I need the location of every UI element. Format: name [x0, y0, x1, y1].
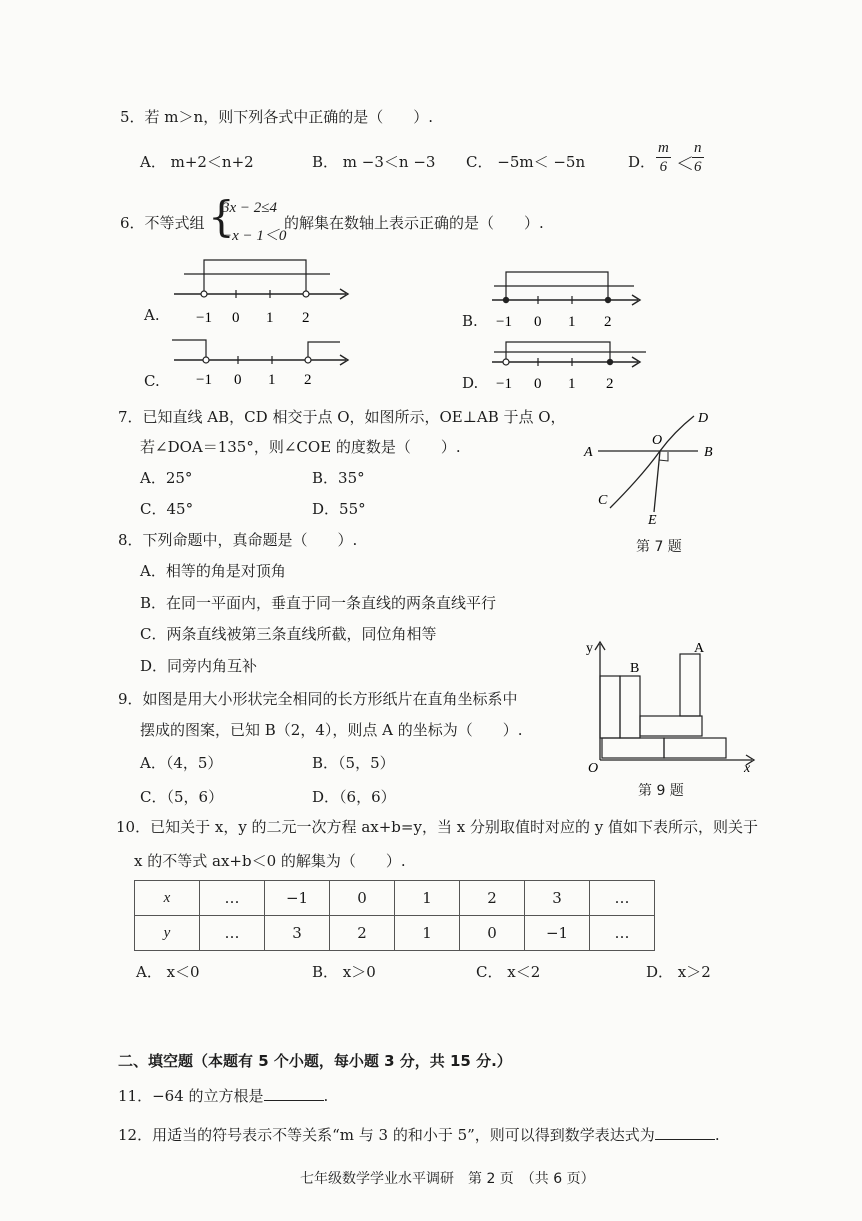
q9-option-d: D．（6，6）: [312, 788, 396, 806]
q11-answer-blank[interactable]: [264, 1086, 324, 1101]
table-cell: …: [590, 881, 655, 916]
q6-numberline-d: [488, 334, 650, 396]
table-cell: 3: [265, 916, 330, 951]
q5-stem: 5．若 m＞n，则下列各式中正确的是（ ）.: [120, 108, 433, 126]
frac2-numerator: n: [694, 140, 702, 156]
tick-1: 1: [568, 376, 576, 392]
tick-2: 2: [304, 372, 312, 388]
q5-option-a: A． m+2＜n+2: [140, 153, 254, 171]
tick-1: 1: [568, 314, 576, 330]
section2-title: 二、填空题（本题有 5 个小题，每小题 3 分，共 15 分.）: [118, 1052, 512, 1070]
table-cell: 2: [330, 916, 395, 951]
page-footer: 七年级数学学业水平调研 第 2 页 （共 6 页）: [300, 1171, 595, 1187]
q6-numberline-a: [170, 252, 360, 332]
frac1-denominator: 6: [659, 159, 668, 175]
q11: [118, 1085, 328, 1106]
q9-line1: 9．如图是用大小形状完全相同的长方形纸片在直角坐标系中: [118, 690, 518, 708]
label-b: B: [630, 661, 640, 676]
q10-option-d: D． x＞2: [646, 963, 711, 981]
q10-option-a: A． x＜0: [136, 963, 200, 981]
q9-figure: [576, 636, 762, 776]
table-cell: 2: [460, 881, 525, 916]
q8-stem: 8．下列命题中，真命题是（ ）.: [118, 531, 358, 549]
tick-2: 2: [604, 314, 612, 330]
table-cell: 3: [525, 881, 590, 916]
q5-option-b: B． m −3＜n −3: [312, 153, 436, 171]
tick-neg1: −1: [496, 376, 512, 392]
label-a: A: [584, 445, 593, 460]
q5-option-d-frac1: [656, 139, 671, 176]
tick-0: 0: [232, 310, 240, 326]
q12-text: 12．用适当的符号表示不等关系“m 与 3 的和小于 5”，则可以得到数学表达式为: [118, 1126, 655, 1144]
q6-stem-rest: 的解集在数轴上表示正确的是（ ）.: [284, 214, 544, 232]
q6-numberline-b: [488, 266, 648, 336]
q7-option-a: A．25°: [140, 469, 193, 487]
q7-option-b: B．35°: [312, 469, 365, 487]
q12-end: .: [714, 1126, 720, 1144]
table-cell: …: [200, 916, 265, 951]
table-row-y: [135, 916, 655, 951]
q5-option-d-lt: ＜: [676, 154, 694, 175]
table-cell: −1: [265, 881, 330, 916]
table-cell: 1: [395, 916, 460, 951]
tick-neg1: −1: [196, 372, 212, 388]
q11-text: 11．−64 的立方根是: [118, 1087, 264, 1105]
q10-line2: x 的不等式 ax+b＜0 的解集为（ ）.: [134, 852, 406, 870]
q6-label-c: C.: [144, 372, 160, 390]
q12-answer-blank[interactable]: [655, 1125, 715, 1140]
tick-0: 0: [534, 376, 542, 392]
table-cell: 1: [395, 881, 460, 916]
q8-option-b: B．在同一平面内，垂直于同一条直线的两条直线平行: [140, 594, 497, 612]
tick-neg1: −1: [196, 310, 212, 326]
q8-option-a: A．相等的角是对顶角: [140, 562, 286, 580]
q10-line1: 10．已知关于 x，y 的二元一次方程 ax+b=y，当 x 分别取值时对应的 y 值如下表所示，则关于: [116, 818, 758, 836]
q5-option-d-frac2: [692, 139, 704, 176]
q8-option-d: D．同旁内角互补: [140, 657, 258, 675]
q10-option-c: C． x＜2: [476, 963, 541, 981]
label-o: O: [652, 433, 663, 448]
q7-option-c: C．45°: [140, 500, 194, 518]
tick-1: 1: [268, 372, 276, 388]
label-o: O: [588, 761, 599, 776]
q6-label-d: D.: [462, 374, 479, 392]
q6-inequality-1: 3x − 2≤4: [222, 200, 278, 216]
label-c: C: [598, 493, 608, 508]
q6-brace: {: [208, 192, 235, 241]
table-cell: y: [135, 916, 200, 951]
q6-numberline-c: [170, 332, 360, 394]
frac2-denominator: 6: [694, 159, 702, 175]
q6-label-b: B.: [462, 312, 478, 330]
q8-option-c: C．两条直线被第三条直线所截，同位角相等: [140, 625, 437, 643]
q9-caption: 第 9 题: [638, 783, 684, 799]
label-a: A: [694, 641, 705, 656]
table-cell: −1: [525, 916, 590, 951]
table-cell: 0: [330, 881, 395, 916]
q12: [118, 1124, 720, 1145]
tick-neg1: −1: [496, 314, 512, 330]
tick-2: 2: [302, 310, 310, 326]
label-x: x: [744, 761, 751, 776]
q9-line2: 摆成的图案，已知 B（2，4），则点 A 的坐标为（ ）.: [140, 721, 523, 739]
q6-number: 6．不等式组: [120, 214, 205, 232]
q9-option-b: B．（5，5）: [312, 754, 395, 772]
label-b: B: [704, 445, 713, 460]
q9-option-c: C．（5，6）: [140, 788, 224, 806]
tick-0: 0: [234, 372, 242, 388]
frac1-numerator: m: [658, 140, 669, 156]
tick-0: 0: [534, 314, 542, 330]
q7-line1: 7．已知直线 AB，CD 相交于点 O，如图所示，OE⊥AB 于点 O，: [118, 408, 566, 426]
table-cell: …: [200, 881, 265, 916]
tick-2: 2: [606, 376, 614, 392]
q9-option-a: A．（4，5）: [140, 754, 223, 772]
q7-caption: 第 7 题: [636, 539, 682, 555]
q7-figure: [580, 404, 720, 530]
table-row-x: [135, 881, 655, 916]
table-cell: …: [590, 916, 655, 951]
q10-option-b: B． x＞0: [312, 963, 376, 981]
q6-inequality-2: −x − 1＜0: [222, 228, 287, 244]
label-e: E: [648, 513, 657, 528]
q6-label-a: A.: [144, 306, 160, 324]
q10-table: [134, 880, 655, 951]
label-d: D: [698, 411, 709, 426]
q5-option-d-label: D．: [628, 153, 656, 171]
q11-end: .: [323, 1087, 329, 1105]
table-cell: 0: [460, 916, 525, 951]
label-y: y: [586, 641, 593, 656]
tick-1: 1: [266, 310, 274, 326]
q5-option-c: C． −5m＜ −5n: [466, 153, 586, 171]
table-cell: x: [135, 881, 200, 916]
q7-option-d: D．55°: [312, 500, 366, 518]
q7-line2: 若∠DOA＝135°，则∠COE 的度数是（ ）.: [140, 438, 461, 456]
